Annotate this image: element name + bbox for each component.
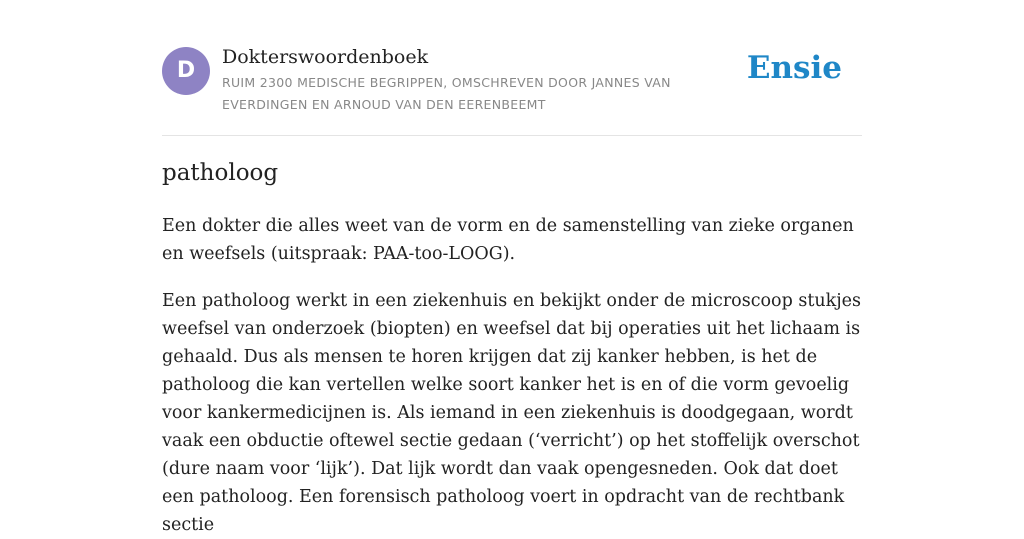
avatar[interactable]: D [162,47,210,95]
entry-title: patholoog [162,160,279,186]
site-title[interactable]: Dokterswoordenboek [222,46,429,68]
ensie-logo-link[interactable]: Ensie [746,50,842,86]
page-container [162,0,862,535]
site-subtitle: RUIM 2300 MEDISCHE BEGRIPPEN, OMSCHREVEN DOOR JANNES VAN EVERDINGEN EN ARNOUD VAN DEN EERENBEEMT [222,75,671,112]
entry-paragraph-definition: Een dokter die alles weet van de vorm en de samenstelling van zieke organen en weefsels (uitspraak: PAA-too-LOOG). [162,216,854,264]
site-header [162,0,862,136]
entry-paragraph-description: Een patholoog werkt in een ziekenhuis en bekijkt onder de microscoop stukjes weefsel van onderzoek (biopten) en weefsel dat bij operaties uit het lichaam is gehaald. Dus als mensen te horen krijgen dat zij kanker hebben, is het de patholoog die kan vertellen welke soort kanker het is en of die vorm gevoelig voor kankermedicijnen is. Als iemand in een ziekenhuis is doodgegaan, wordt vaak een obductie oftewel sectie gedaan (‘verricht’) op het stoffelijk overschot (dure naam voor ‘lijk’). Dat lijk wordt dan vaak opengesneden. Ook dat doet een patholoog. Een forensisch patholoog voert in opdracht van de rechtbank sectie [162,291,861,535]
